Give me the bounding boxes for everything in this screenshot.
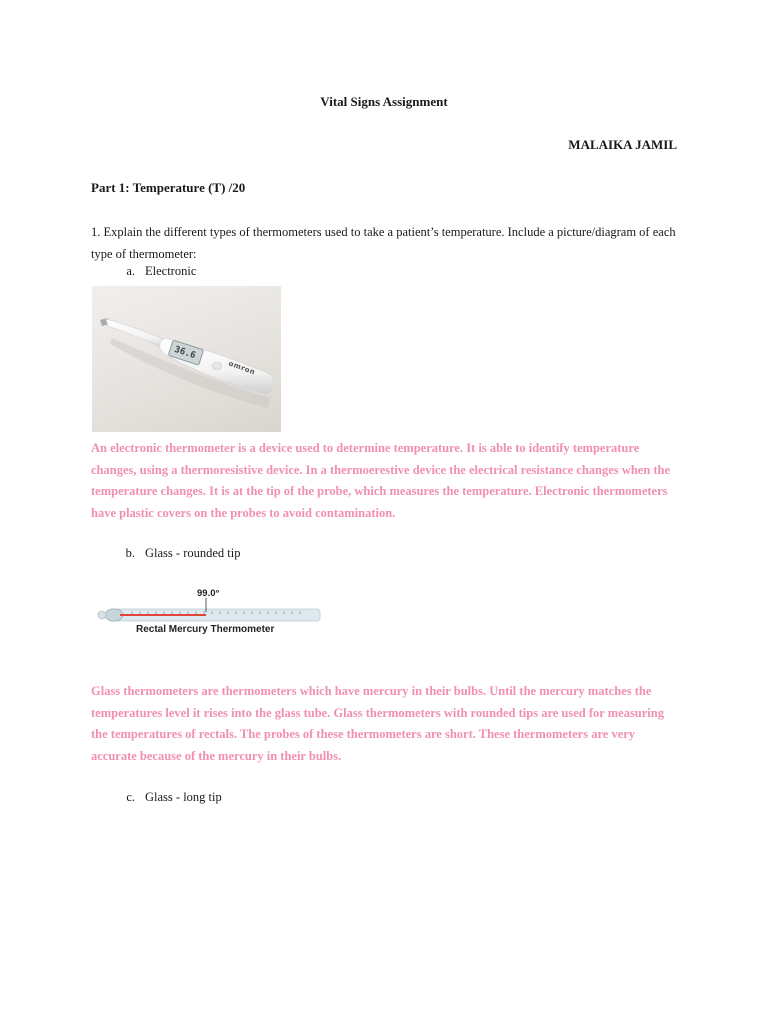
answer-electronic: An electronic thermometer is a device used to determine temperature. It is able to identify temperature changes, using a thermoresistive device. In a thermoerestive device the electrical resistance changes when the temperature changes. It is at the tip of the probe, which measures the temperature. Electronic thermometers have plastic covers on the probes to avoid contamination. (91, 441, 671, 520)
item-label: Glass - rounded tip (145, 546, 241, 560)
item-letter: a. (126, 264, 135, 278)
thermometer-brand-label: omron (227, 359, 257, 377)
glass-caption: Rectal Mercury Thermometer (136, 624, 275, 635)
item-glass-long (91, 790, 222, 805)
glass-thermometer-diagram (92, 574, 322, 648)
item-electronic (91, 264, 196, 279)
thermometer-display-reading: 36.6 (172, 344, 197, 362)
part-heading: Part 1: Temperature (T) /20 (91, 180, 246, 195)
item-glass-rounded (91, 546, 240, 561)
document-title: Vital Signs Assignment (320, 94, 448, 109)
item-label: Glass - long tip (145, 790, 222, 804)
glass-reading-label: 99.0° (197, 588, 220, 599)
item-label: Electronic (145, 264, 197, 278)
answer-glass-rounded: Glass thermometers are thermometers which have mercury in their bulbs. Until the mercury matches the temperatures level it rises into the glass tube. Glass thermometers with rounded tips are used for measuring the temperatures of rectals. The probes of these thermometers are short. These thermometers are very accurate because of the mercury in their bulbs. (91, 684, 664, 763)
item-letter: c. (126, 790, 135, 804)
glass-thermometer-illustration (92, 574, 322, 648)
author-name: MALAIKA JAMIL (568, 137, 677, 152)
question-text: 1. Explain the different types of thermometers used to take a patient’s temperature. Include a picture/diagram of each type of thermometer: (91, 225, 676, 261)
item-letter: b. (125, 546, 135, 560)
electronic-thermometer-photo (92, 286, 281, 432)
